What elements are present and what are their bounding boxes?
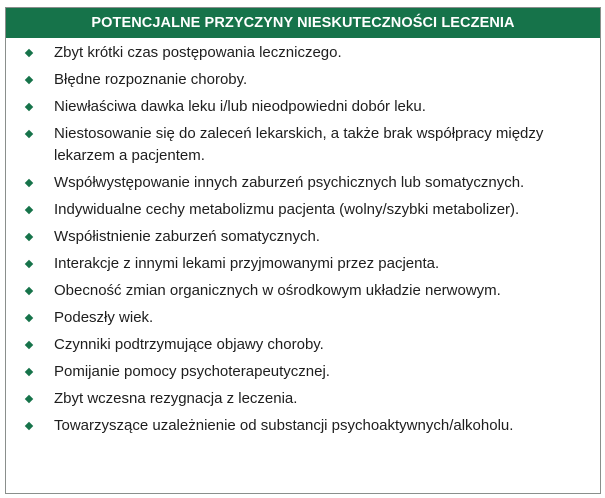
causes-panel [5, 7, 601, 494]
list-item-text: Niewłaściwa dawka leku i/lub nieodpowiedni dobór leku. [54, 98, 426, 115]
list-item [6, 123, 600, 167]
diamond-bullet-icon [25, 103, 33, 111]
list-item [6, 307, 600, 329]
diamond-bullet-icon [25, 314, 33, 322]
diamond-bullet-icon [25, 233, 33, 241]
diamond-bullet-icon [25, 287, 33, 295]
list-item [6, 280, 600, 302]
diamond-bullet-icon [25, 49, 33, 57]
causes-list [6, 38, 600, 437]
list-item [6, 226, 600, 248]
list-item [6, 172, 600, 194]
list-item [6, 415, 600, 437]
list-item [6, 199, 600, 221]
list-item-text: Indywidualne cechy metabolizmu pacjenta (wolny/szybki metabolizer). [54, 201, 520, 218]
diamond-bullet-icon [25, 206, 33, 214]
diamond-bullet-icon [25, 130, 33, 138]
list-item-text: Zbyt wczesna rezygnacja z leczenia. [54, 390, 298, 407]
diamond-bullet-icon [25, 260, 33, 268]
list-item [6, 361, 600, 383]
list-item [6, 69, 600, 91]
list-item-text: Podeszły wiek. [54, 309, 154, 326]
list-item-text: Zbyt krótki czas postępowania leczniczego. [54, 44, 342, 61]
list-item [6, 96, 600, 118]
diamond-bullet-icon [25, 395, 33, 403]
diamond-bullet-icon [25, 341, 33, 349]
list-item-text: Współwystępowanie innych zaburzeń psychicznych lub somatycznych. [54, 174, 525, 191]
list-item [6, 388, 600, 410]
list-item [6, 42, 600, 64]
diamond-bullet-icon [25, 368, 33, 376]
list-item-text: Obecność zmian organicznych w ośrodkowym układzie nerwowym. [54, 282, 501, 299]
list-item-text: Czynniki podtrzymujące objawy choroby. [54, 336, 324, 353]
diamond-bullet-icon [25, 76, 33, 84]
list-item-text: Interakcje z innymi lekami przyjmowanymi przez pacjenta. [54, 255, 440, 272]
panel-title: POTENCJALNE PRZYCZYNY NIESKUTECZNOŚCI LECZENIA [6, 8, 600, 38]
list-item-text: Towarzyszące uzależnienie od substancji psychoaktywnych/alkoholu. [54, 417, 514, 434]
diamond-bullet-icon [25, 422, 33, 430]
list-item-text: Współistnienie zaburzeń somatycznych. [54, 228, 320, 245]
list-item-text: Błędne rozpoznanie choroby. [54, 71, 248, 88]
list-item [6, 253, 600, 275]
list-item-text: Pomijanie pomocy psychoterapeutycznej. [54, 363, 330, 380]
list-item [6, 334, 600, 356]
diamond-bullet-icon [25, 179, 33, 187]
list-item-text: Niestosowanie się do zaleceń lekarskich, a także brak współpracy między lekarzem a pacjentem. [54, 125, 544, 164]
